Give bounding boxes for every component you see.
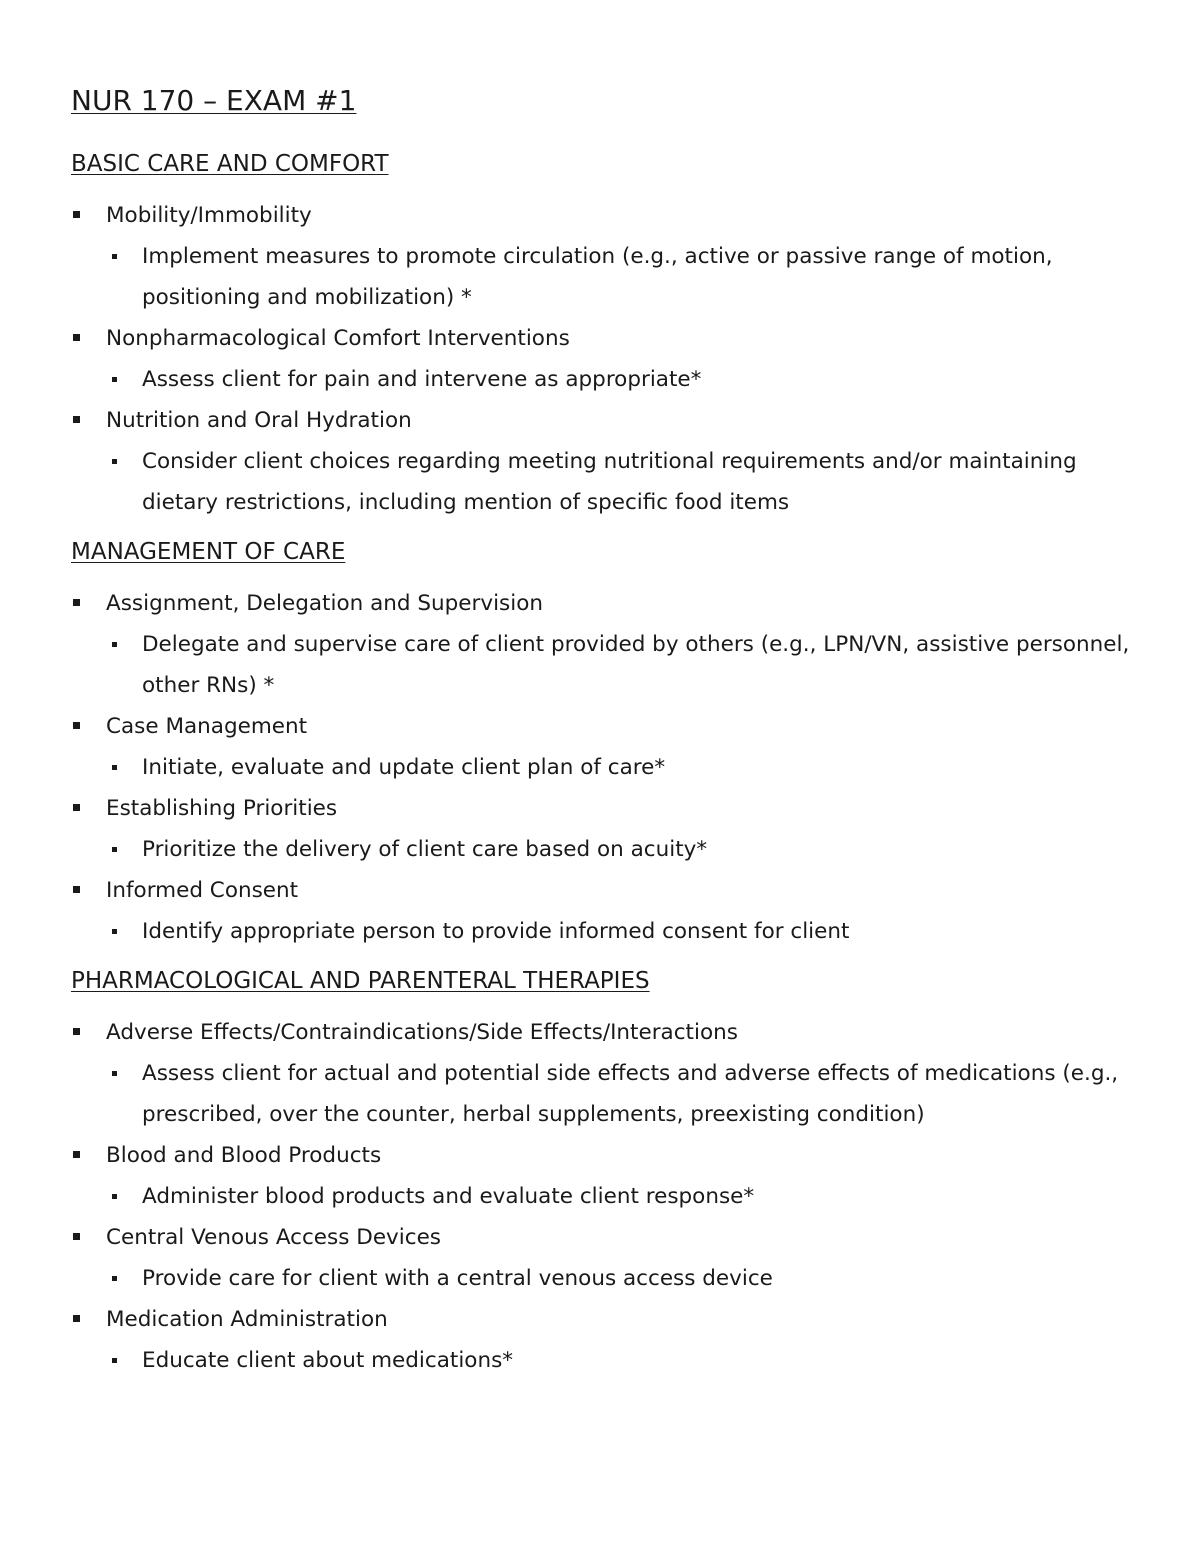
subtopic-item <box>71 441 1131 523</box>
topic-item <box>71 195 1131 318</box>
small-square-bullet-icon <box>112 1358 117 1363</box>
subtopic-text: Administer blood products and evaluate client response* <box>142 1184 755 1209</box>
small-square-bullet-icon <box>112 254 117 259</box>
subtopic-list <box>71 911 1131 952</box>
subtopic-list <box>71 624 1131 706</box>
topic-row <box>71 318 1131 359</box>
subtopic-list <box>71 829 1131 870</box>
subtopic-item <box>71 236 1131 318</box>
document-page <box>71 82 1131 1381</box>
topic-list <box>71 195 1131 523</box>
small-square-bullet-icon <box>112 1194 117 1199</box>
topic-item <box>71 788 1131 870</box>
square-bullet-icon <box>73 1233 80 1240</box>
subtopic-text: Initiate, evaluate and update client plan of care* <box>142 755 666 780</box>
section <box>71 537 1131 952</box>
topic-row <box>71 583 1131 624</box>
small-square-bullet-icon <box>112 765 117 770</box>
square-bullet-icon <box>73 886 80 893</box>
topic-label: Nonpharmacological Comfort Interventions <box>106 326 570 351</box>
subtopic-list <box>71 236 1131 318</box>
square-bullet-icon <box>73 722 80 729</box>
topic-item <box>71 1217 1131 1299</box>
topic-item <box>71 1012 1131 1135</box>
square-bullet-icon <box>73 416 80 423</box>
subtopic-text: Assess client for pain and intervene as appropriate* <box>142 367 702 392</box>
topic-label: Establishing Priorities <box>106 796 338 821</box>
topic-label: Case Management <box>106 714 308 739</box>
topic-label: Blood and Blood Products <box>106 1143 382 1168</box>
subtopic-item <box>71 829 1131 870</box>
topic-item <box>71 1299 1131 1381</box>
topic-label: Adverse Effects/Contraindications/Side Effects/Interactions <box>106 1020 738 1045</box>
square-bullet-icon <box>73 1315 80 1322</box>
topic-row <box>71 400 1131 441</box>
topic-label: Mobility/Immobility <box>106 203 312 228</box>
small-square-bullet-icon <box>112 1071 117 1076</box>
subtopic-list <box>71 359 1131 400</box>
subtopic-text: Identify appropriate person to provide informed consent for client <box>142 919 850 944</box>
subtopic-text: Consider client choices regarding meeting nutritional requirements and/or maintaining dietary restrictions, including mention of specific food items <box>142 449 1077 515</box>
section <box>71 149 1131 523</box>
topic-item <box>71 1135 1131 1217</box>
topic-row <box>71 870 1131 911</box>
small-square-bullet-icon <box>112 377 117 382</box>
topic-label: Central Venous Access Devices <box>106 1225 441 1250</box>
square-bullet-icon <box>73 1028 80 1035</box>
topic-item <box>71 400 1131 523</box>
topic-item <box>71 318 1131 400</box>
topic-row <box>71 1217 1131 1258</box>
topic-item <box>71 583 1131 706</box>
subtopic-text: Delegate and supervise care of client provided by others (e.g., LPN/VN, assistive personnel, other RNs) * <box>142 632 1130 698</box>
subtopic-text: Educate client about medications* <box>142 1348 514 1373</box>
subtopic-list <box>71 441 1131 523</box>
topic-list <box>71 1012 1131 1381</box>
subtopic-list <box>71 1053 1131 1135</box>
document-title: NUR 170 – EXAM #1 <box>71 84 357 117</box>
small-square-bullet-icon <box>112 642 117 647</box>
subtopic-list <box>71 1340 1131 1381</box>
topic-row <box>71 788 1131 829</box>
square-bullet-icon <box>73 1151 80 1158</box>
topic-row <box>71 1299 1131 1340</box>
topic-label: Assignment, Delegation and Supervision <box>106 591 544 616</box>
subtopic-list <box>71 1176 1131 1217</box>
topic-label: Informed Consent <box>106 878 299 903</box>
subtopic-list <box>71 747 1131 788</box>
small-square-bullet-icon <box>112 459 117 464</box>
square-bullet-icon <box>73 211 80 218</box>
small-square-bullet-icon <box>112 847 117 852</box>
small-square-bullet-icon <box>112 1276 117 1281</box>
subtopic-text: Prioritize the delivery of client care based on acuity* <box>142 837 708 862</box>
subtopic-item <box>71 911 1131 952</box>
topic-item <box>71 870 1131 952</box>
subtopic-text: Implement measures to promote circulation (e.g., active or passive range of motion, positioning and mobilization) * <box>142 244 1053 310</box>
subtopic-item <box>71 1176 1131 1217</box>
section <box>71 966 1131 1381</box>
topic-row <box>71 195 1131 236</box>
square-bullet-icon <box>73 804 80 811</box>
topic-item <box>71 706 1131 788</box>
square-bullet-icon <box>73 599 80 606</box>
topic-row <box>71 706 1131 747</box>
subtopic-item <box>71 747 1131 788</box>
section-heading: BASIC CARE AND COMFORT <box>71 151 389 177</box>
section-heading: PHARMACOLOGICAL AND PARENTERAL THERAPIES <box>71 968 650 994</box>
subtopic-item <box>71 1340 1131 1381</box>
subtopic-item <box>71 359 1131 400</box>
subtopic-item <box>71 1053 1131 1135</box>
small-square-bullet-icon <box>112 929 117 934</box>
topic-row <box>71 1135 1131 1176</box>
subtopic-item <box>71 1258 1131 1299</box>
subtopic-text: Provide care for client with a central venous access device <box>142 1266 773 1291</box>
topic-label: Nutrition and Oral Hydration <box>106 408 412 433</box>
section-heading: MANAGEMENT OF CARE <box>71 539 346 565</box>
topic-label: Medication Administration <box>106 1307 388 1332</box>
topic-row <box>71 1012 1131 1053</box>
subtopic-item <box>71 624 1131 706</box>
document-body <box>71 149 1131 1381</box>
subtopic-list <box>71 1258 1131 1299</box>
subtopic-text: Assess client for actual and potential side effects and adverse effects of medications (e.g., prescribed, over the counter, herbal supplements, preexisting condition) <box>142 1061 1119 1127</box>
topic-list <box>71 583 1131 952</box>
square-bullet-icon <box>73 334 80 341</box>
